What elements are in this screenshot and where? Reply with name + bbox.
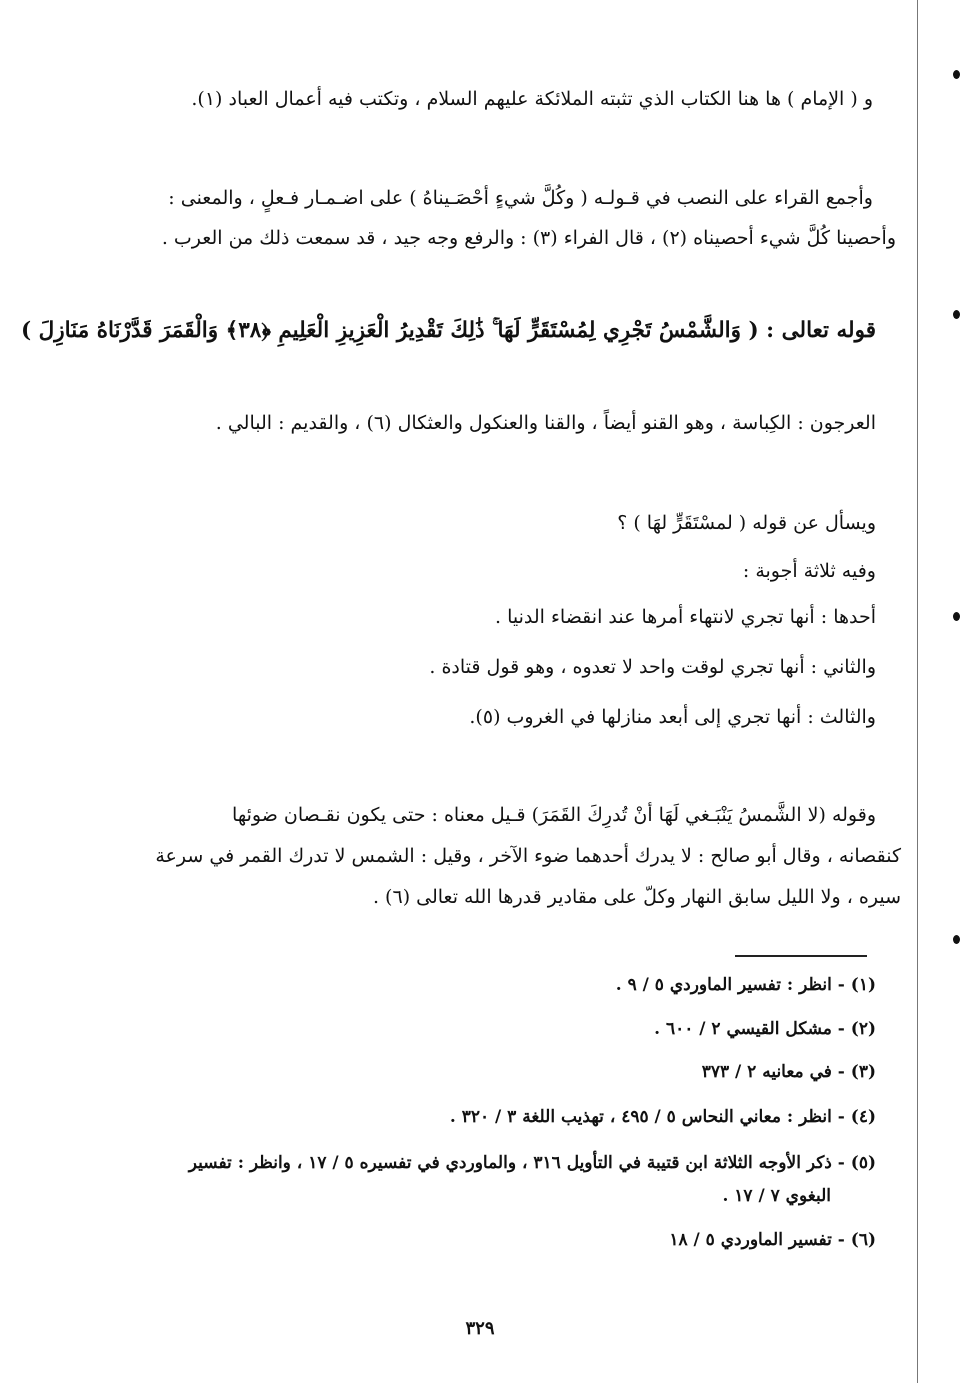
quran-verse-line: قوله تعالى : ( وَالشَّمْسُ تَجْرِي لِمُسْتَقَرٍّ لَهَا ۚ ذَٰلِكَ تَقْدِيرُ الْعَزِيزِ الْعَلِيمِ ﴿٣٨﴾ وَالْقَمَرَ قَدَّرْنَاهُ مَنَازِلَ ): [20, 318, 876, 343]
margin-dot: [953, 935, 960, 944]
answer-3-line: والثالث : أنها تجري إلى أبعد منازلها في الغروب (٥).: [469, 706, 876, 728]
answer-1-line: أحدها : أنها تجري لانتهاء أمرها عند انقضاء الدنيا .: [495, 606, 876, 628]
paragraph-qurra-line-2: وأحصينا كُلَّ شيء أحصيناه (٢) ، قال الفراء (٣) : والرفع وجه جيد ، قد سمعت ذلك من العرب .: [161, 227, 896, 249]
margin-dot: [953, 310, 960, 319]
answers-intro-line: وفيه ثلاثة أجوبة :: [742, 560, 876, 582]
margin-dot: [953, 612, 960, 621]
footnote-separator: [735, 955, 867, 957]
paragraph-shams-line-1: وقوله (لا الشَّمسُ يَنْبَـغي لَهَا أنْ تُدرِكَ القَمَرَ) قـيل معناه : حتى يكون نقـصان ضوئها: [232, 804, 876, 826]
paragraph-qurra-line-1: وأجمع القراء على النصب في قـولـه ( وكُلَّ شيءٍ أحْصَـيناهُ ) على اضـمـار فـعلٍ ، والمعنى :: [168, 187, 873, 209]
footnote-5: (٥) - ذكر الأوجه الثلاثة ابن قتيبة في التأويل ٣١٦ ، والماوردي في تفسيره ٥ / ١٧ ، وانظر : تفسير: [188, 1153, 876, 1173]
paragraph-shams-line-3: سيره ، ولا الليل سابق النهار وكلّ على مقادير قدرها الله تعالى (٦) .: [372, 886, 901, 908]
paragraph-imam-line: و ( الإمام ) ها هنا الكتاب الذي تثبته الملائكة عليهم السلام ، وتكتب فيه أعمال العباد (١).: [191, 88, 873, 110]
footnote-5-continued: البغوي ٧ / ١٧ .: [722, 1186, 831, 1206]
footnote-3: (٣) - في معانيه ٢ / ٣٧٣: [701, 1062, 876, 1082]
footnote-2: (٢) - مشكل القيسي ٢ / ٦٠٠ .: [654, 1019, 876, 1039]
footnote-1: (١) - انظر : تفسير الماوردي ٥ / ٩ .: [615, 975, 876, 995]
paragraph-urjun-line: العرجون : الكِباسة ، وهو القنو أيضاً ، والقنا والعنكول والعثكال (٦) ، والقديم : البالي .: [215, 412, 876, 434]
question-line: ويسأل عن قوله ( لمسْتَقَرٍّ لهَا ) ؟: [617, 512, 876, 534]
page-number: ٣٢٩: [465, 1318, 495, 1339]
footnote-6: (٦) - تفسير الماوردي ٥ / ١٨: [669, 1230, 876, 1250]
answer-2-line: والثاني : أنها تجري لوقت واحد لا تعدوه ، وهو قول قتادة .: [429, 656, 876, 678]
page-edge-line: [917, 0, 918, 1383]
paragraph-shams-line-2: كنقصانه ، وقال أبو صالح : لا يدرك أحدهما ضوء الآخر ، وقيل : الشمس لا تدرك القمر في سرعة: [155, 845, 901, 867]
footnote-4: (٤) - انظر : معاني النحاس ٥ / ٤٩٥ ، تهذيب اللغة ٣ / ٣٢٠ .: [449, 1107, 876, 1127]
margin-dot: [953, 70, 960, 79]
